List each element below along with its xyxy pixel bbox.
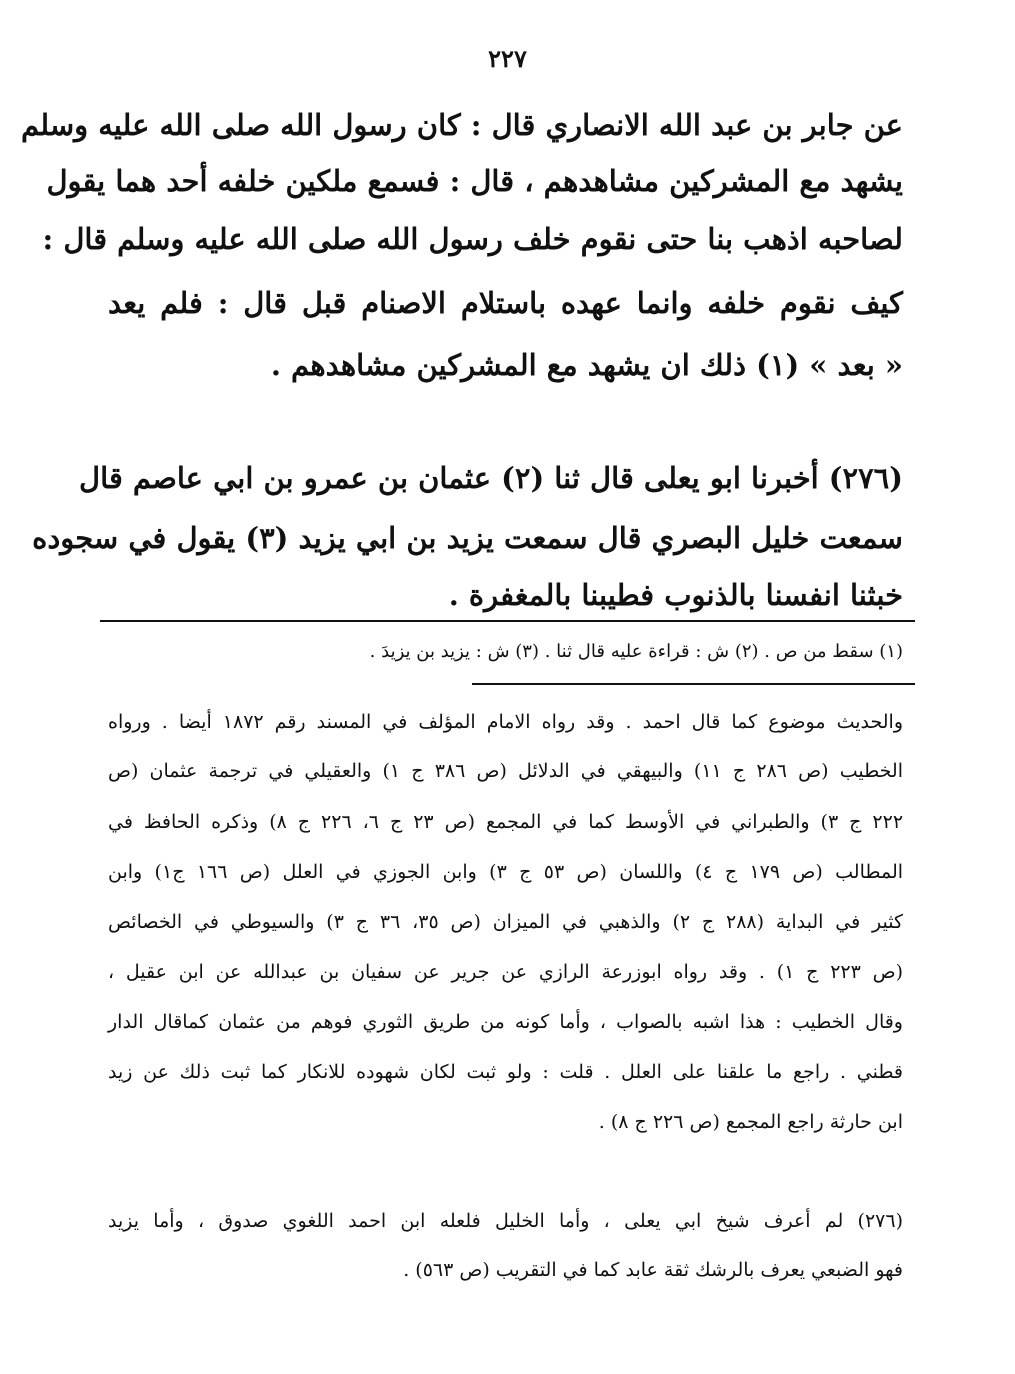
commentary-line: قطني . راجع ما علقنا على العلل . قلت : ولو ثبت لكان شهوده للانكار كما ثبت ذلك عن زيد [108,1061,903,1083]
hadith-text-line: (٢٧٦) أخبرنا ابو يعلى قال ثنا (٢) عثمان بن عمرو بن ابي عاصم قال [79,461,903,495]
commentary-line: (٢٧٦) لم أعرف شيخ ابي يعلى ، وأما الخليل فلعله ابن احمد اللغوي صدوق ، وأما يزيد [108,1210,903,1232]
commentary-line: الخطيب (ص ٢٨٦ ج ١١) والبيهقي في الدلائل (ص ٣٨٦ ج ١) والعقيلي في ترجمة عثمان (ص [108,760,904,782]
footnote-rule [472,683,915,685]
commentary-line: المطالب (ص ١٧٩ ج ٤) واللسان (ص ٥٣ ج ٣) وابن الجوزي في العلل (ص ١٦٦ ج١) وابن [108,861,904,883]
commentary-line: والحديث موضوع كما قال احمد . وقد رواه الامام المؤلف في المسند رقم ١٨٧٢ أيضا . ورواه [108,711,904,733]
commentary-line: ٢٢٢ ج ٣) والطبراني في الأوسط كما في المجمع (ص ٢٣ ج ٦، ٢٢٦ ج ٨) وذكره الحافظ في [108,811,904,833]
main-text-line: كيف نقوم خلفه وانما عهده باستلام الاصنام قبل قال : فلم يعد [108,286,903,320]
commentary-line: فهو الضبعي يعرف بالرشك ثقة عابد كما في التقريب (ص ٥٦٣) . [403,1259,903,1281]
main-text-line: يشهد مع المشركين مشاهدهم ، قال : فسمع ملكين خلفه أحد هما يقول [46,164,903,198]
hadith-text-line: خبثنا انفسنا بالذنوب فطيبنا بالمغفرة . [448,578,903,612]
main-text-line: عن جابر بن عبد الله الانصاري قال : كان رسول الله صلى الله عليه وسلم [20,108,903,142]
main-text-line: « بعد » (١) ذلك ان يشهد مع المشركين مشاهدهم . [270,348,903,382]
variant-footnotes: (١) سقط من ص . (٢) ش : قراءة عليه قال ثنا . (٣) ش : يزيد بن يزيدَ . [369,641,903,662]
page-number: ٢٢٧ [488,44,527,73]
commentary-line: وقال الخطيب : هذا اشبه بالصواب ، وأما كونه من طريق الثوري فوهم من عثمان كماقال الدار [108,1011,903,1033]
main-text-line: لصاحبه اذهب بنا حتى نقوم خلف رسول الله صلى الله عليه وسلم قال : [42,222,903,256]
commentary-line: كثير في البداية (٢٨٨ ج ٢) والذهبي في الميزان (ص ٣٥، ٣٦ ج ٣) والسيوطي في الخصائص [108,911,903,933]
commentary-line: ابن حارثة راجع المجمع (ص ٢٢٦ ج ٨) . [598,1111,903,1133]
separator-rule [100,620,915,622]
hadith-text-line: سمعت خليل البصري قال سمعت يزيد بن ابي يزيد (٣) يقول في سجوده [32,521,903,555]
commentary-line: (ص ٢٢٣ ج ١) . وقد رواه ابوزرعة الرازي عن جرير عن سفيان بن عبدالله عن ابن عقيل ، [108,961,903,983]
